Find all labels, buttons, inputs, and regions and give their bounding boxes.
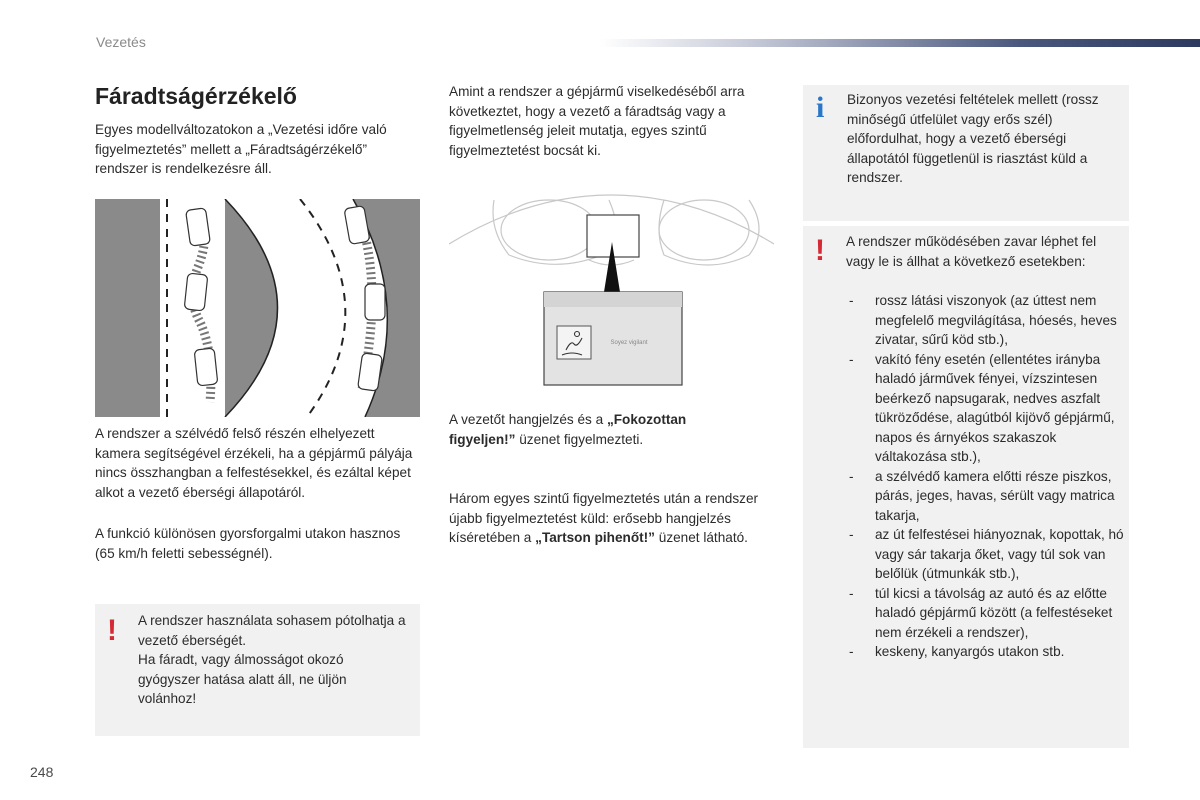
dash-message: Soyez vigilant xyxy=(610,340,648,346)
page-number: 248 xyxy=(30,764,54,780)
info-note-text: Bizonyos vezetési feltételek mellett (rossz minőségű útfelület vagy erős szél) előfordulhat, hogy a vezető éberségi állapotától függetlenül is riasztást küld a rendszer. xyxy=(847,92,1099,185)
usage-warning-box xyxy=(95,604,420,736)
list-item: - rossz látási viszonyok (az úttest nem megfelelő megvilágítása, hóesés, heves zivatar, sűrű köd stb.), xyxy=(846,291,1126,350)
first-alert-paragraph: A vezetőt hangjelzés és a „Fokozottan figyeljen!” üzenet figyelmezteti. xyxy=(449,412,687,447)
header-bar xyxy=(600,39,1200,47)
second-alert-paragraph: Három egyes szintű figyelmeztetés után a rendszer újabb figyelmeztetést küld: erősebb hangjelzés kíséretében a „Tartson pihenőt!” üzenet látható. xyxy=(449,491,759,545)
usage-warning-text: A rendszer használata sohasem pótolhatja a vezető éberségét. Ha fáradt, vagy álmosságot okozó gyógyszer hatása alatt áll, ne üljön volánhoz! xyxy=(138,613,406,706)
second-alert-message: „Tartson pihenőt!” xyxy=(535,530,655,545)
dashboard-diagram xyxy=(449,180,774,388)
info-icon: i xyxy=(816,91,825,124)
list-item: - a szélvédő kamera előtti része piszkos, párás, jeges, havas, sérült vagy matrica takarja, xyxy=(846,467,1126,526)
section-label: Vezetés xyxy=(96,34,146,50)
list-item: - vakító fény esetén (ellentétes irányba haladó járművek fényei, vízszintesen beérkező napsugarak, nedves aszfalt tükröződése, alagútból kijövő gépjármű, napos és árnyékos szakaszok váltakozása stb.), xyxy=(846,350,1126,467)
page-title: Fáradtságérzékelő xyxy=(95,83,297,109)
malfunction-warning-box xyxy=(803,226,1129,748)
detection-paragraph: Amint a rendszer a gépjármű viselkedéséből arra következtet, hogy a vezető a fáradtság vagy a figyelmetlenség jeleit mutatja, egyes szintű figyelmeztetést bocsát ki. xyxy=(449,84,745,158)
camera-paragraph: A rendszer a szélvédő felső részén elhelyezett kamera segítségével érzékeli, ha a gépjármű pályája nincs összhangban a felfestésekkel, és ezáltal képet alkot a vezető éberségi állapotáról. xyxy=(95,426,413,500)
list-item: - az út felfestései hiányoznak, kopottak, hó vagy sár takarja őket, vagy túl sok van belőlük (útmunkák stb.), xyxy=(846,525,1126,584)
intro-paragraph: Egyes modellváltozatokon a „Vezetési időre való figyelmeztetés” mellett a „Fáradtságérzékelő” rendszer is rendelkezésre áll. xyxy=(95,122,387,176)
exclamation-icon: ! xyxy=(107,614,117,647)
speed-paragraph: A funkció különösen gyorsforgalmi utakon hasznos (65 km/h feletti sebességnél). xyxy=(95,526,401,561)
malfunction-intro: A rendszer működésében zavar léphet fel vagy le is állhat a következő esetekben: xyxy=(846,234,1097,269)
info-note-box xyxy=(803,85,1129,221)
lane-diagram xyxy=(95,199,420,417)
malfunction-list xyxy=(846,291,1126,662)
list-item: - túl kicsi a távolság az autó és az előtte haladó gépjármű között (a felfestéseket nem érzékeli a rendszer), xyxy=(846,584,1126,643)
exclamation-icon: ! xyxy=(815,234,825,267)
list-item: - keskeny, kanyargós utakon stb. xyxy=(846,642,1126,662)
first-alert-message: „Fokozottan figyeljen!” xyxy=(449,412,687,447)
